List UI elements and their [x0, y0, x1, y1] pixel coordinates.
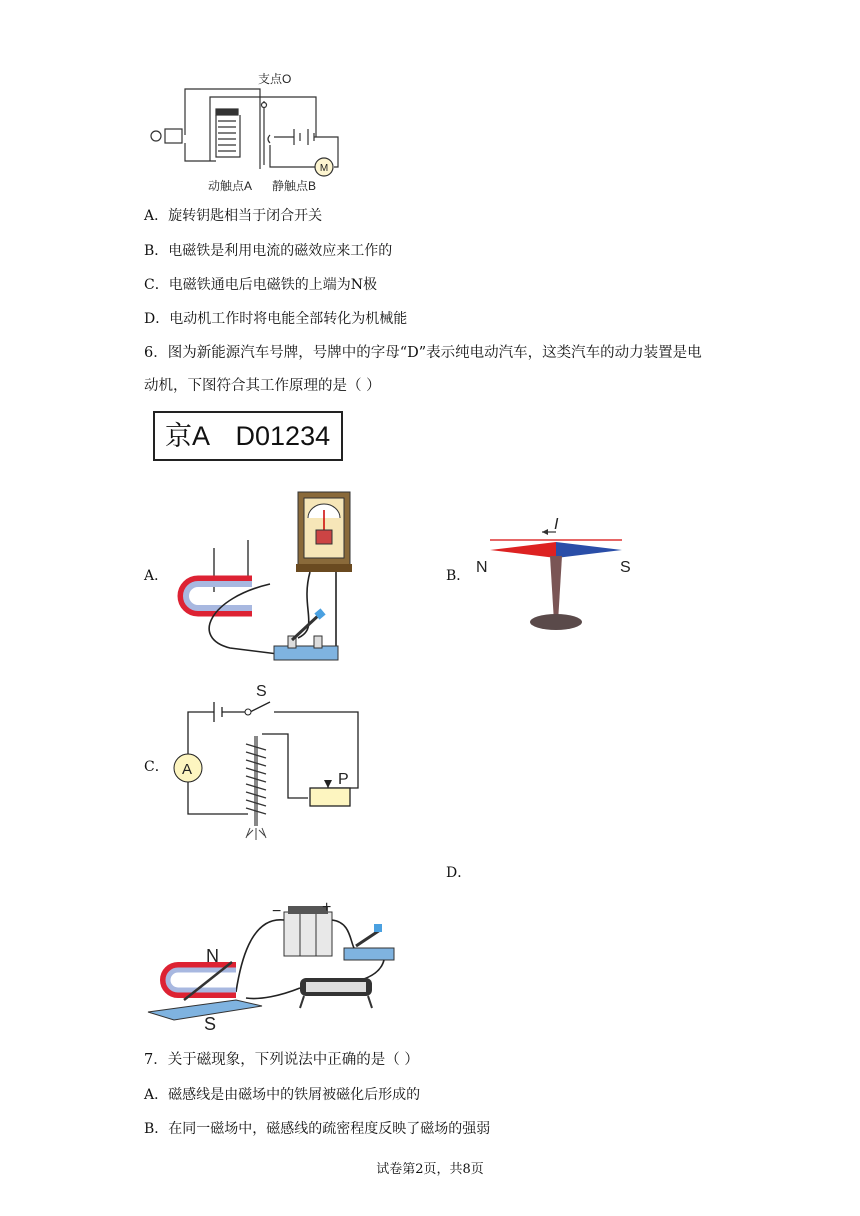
option-letter: C． — [144, 277, 169, 293]
q6-stem-line2: 动机，下图符合其工作原理的是（ ） — [144, 378, 381, 394]
option-text: 电动机工作时将电能全部转化为机械能 — [169, 311, 408, 327]
needle-north-label: N — [476, 559, 488, 576]
q7-stem: 7．关于磁现象，下列说法中正确的是（ ） — [144, 1052, 419, 1068]
ammeter-label: A — [182, 761, 193, 778]
q5-option-a — [144, 206, 322, 226]
relay-circuit-figure — [140, 65, 360, 195]
pivot-label: 支点O — [258, 72, 292, 86]
option-letter: D． — [144, 311, 170, 327]
magnet-north-label: N — [206, 946, 219, 966]
q7-option-a — [144, 1085, 420, 1105]
q5-option-d — [144, 309, 407, 329]
switch-label: S — [256, 683, 267, 700]
q6-option-a-label: A． — [144, 568, 169, 584]
option-text: 电磁铁通电后电磁铁的上端为N极 — [168, 277, 377, 293]
compass-needle-figure — [470, 510, 640, 632]
q7-option-b — [144, 1119, 490, 1139]
option-text: 电磁铁是利用电流的磁效应来工作的 — [168, 243, 393, 259]
magnet-south-label: S — [204, 1014, 217, 1034]
q6-option-c-label: C． — [144, 759, 169, 775]
option-letter: B． — [144, 1121, 169, 1137]
option-text: 在同一磁场中，磁感线的疏密程度反映了磁场的强弱 — [168, 1121, 491, 1137]
current-label: I — [554, 516, 559, 533]
battery-plus-label: + — [322, 899, 332, 916]
option-letter: B． — [144, 243, 169, 259]
page-footer: 试卷第2页，共8页 — [376, 1162, 484, 1177]
option-text: 磁感线是由磁场中的铁屑被磁化后形成的 — [168, 1087, 421, 1103]
plate-text: 京A D01234 — [165, 421, 331, 451]
q5-option-c — [144, 275, 377, 295]
battery-minus-label: − — [272, 903, 282, 920]
q6-option-b-label: B． — [446, 568, 471, 584]
option-text: 旋转钥匙相当于闭合开关 — [168, 208, 323, 224]
q6-stem-line1: 6．图为新能源汽车号牌，号牌中的字母“D”表示纯电动汽车，这类汽车的动力装置是电 — [144, 345, 702, 361]
needle-south-label: S — [620, 559, 631, 576]
q5-option-b — [144, 241, 392, 261]
static-contact-label: 静触点B — [272, 179, 317, 193]
electromagnet-circuit-figure — [168, 678, 368, 848]
option-letter: A． — [144, 1087, 169, 1103]
slider-label: P — [338, 771, 349, 788]
option-letter: A． — [144, 208, 169, 224]
motor-apparatus-figure — [140, 896, 410, 1036]
moving-contact-label: 动触点A — [208, 179, 253, 193]
generator-apparatus-figure — [170, 488, 360, 666]
license-plate — [153, 411, 343, 461]
motor-symbol: M — [319, 163, 329, 174]
q6-option-d-label: D． — [446, 865, 472, 881]
